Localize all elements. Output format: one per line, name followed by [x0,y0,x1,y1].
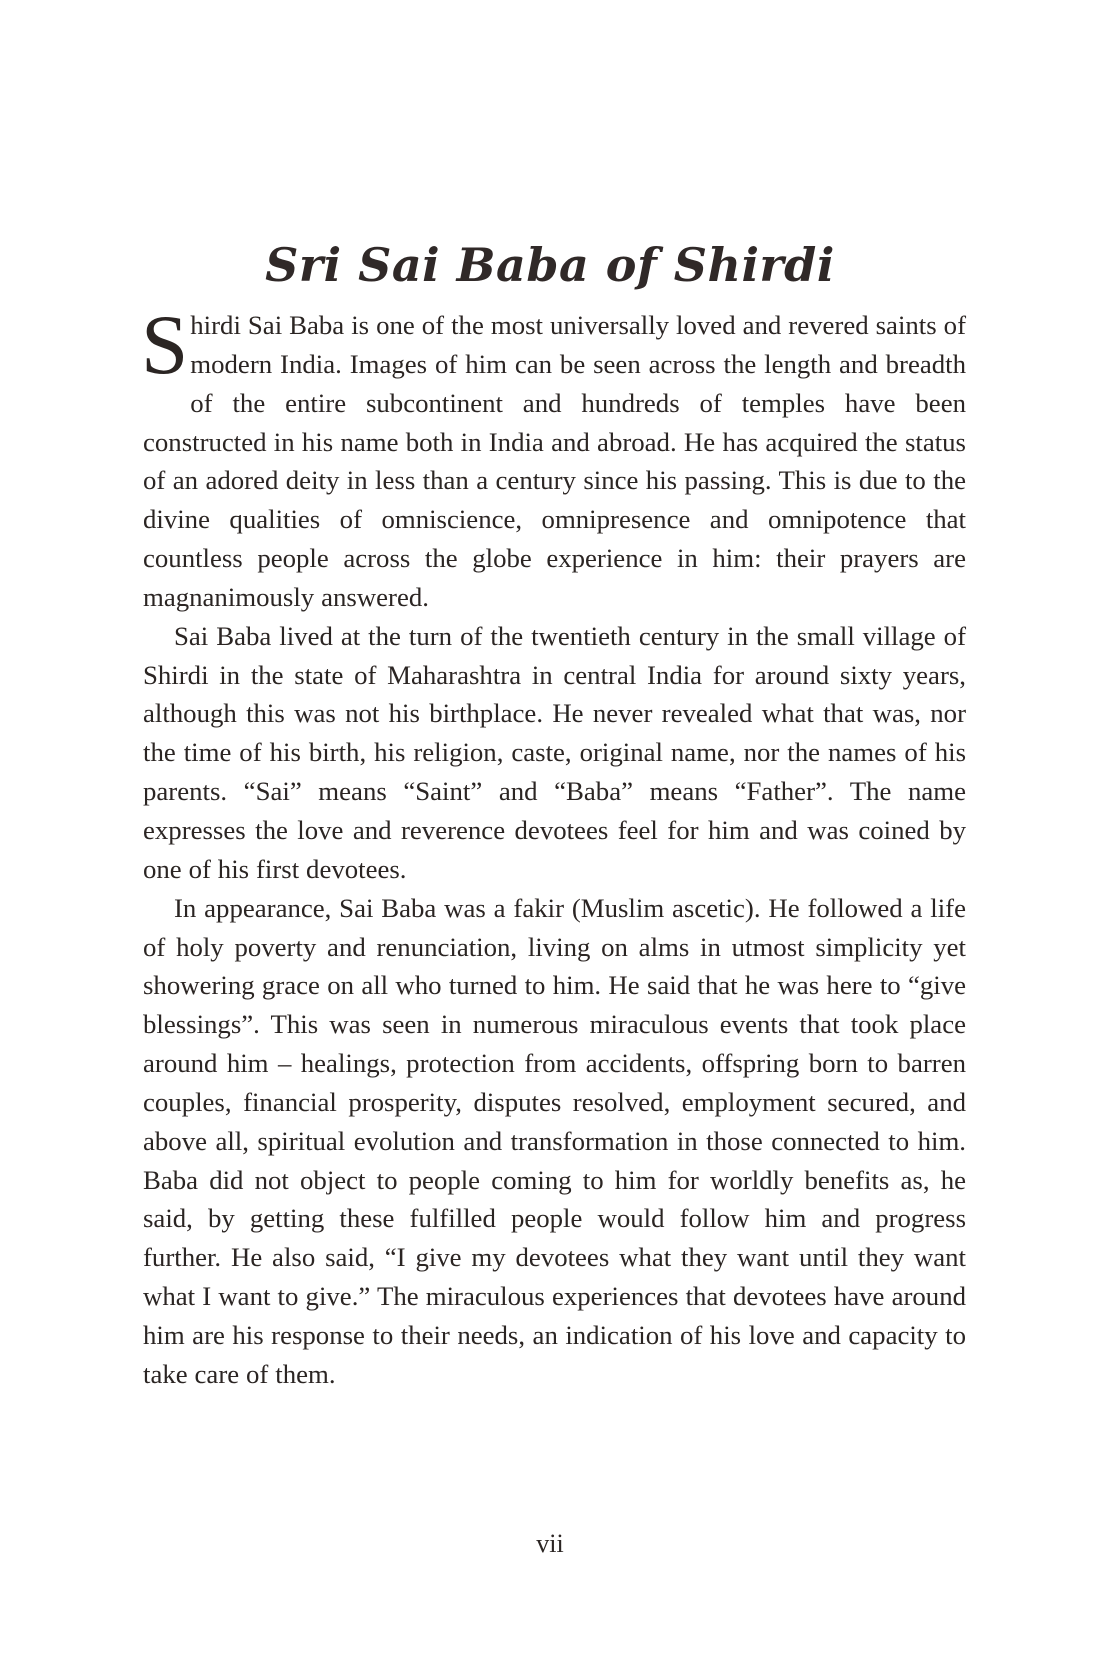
paragraph-2: Sai Baba lived at the turn of the twentieth century in the small village of Shirdi in the state of Maharashtra in central India for around sixty years, although this was not his birthplace. He never revealed what that was, nor the time of his birth, his religion, caste, original name, nor the names of his parents. “Sai” means “Saint” and “Baba” means “Father”. The name expresses the love and reverence devotees feel for him and was coined by one of his first devotees. [143,620,966,884]
page-title: Sri Sai Baba of Shirdi [265,237,835,292]
body-text [141,298,966,1394]
paragraph-1 [141,298,966,617]
paragraph-1-text: hirdi Sai Baba is one of the most universally loved and revered saints of modern India. Images of him can be seen across the length and breadth of the entire subcontinent and hundreds of temples have been constructed in his name both in India and abroad. He has acquired the status of an adored deity in less than a century since his passing. This is due to the divine qualities of omniscience, omnipresence and omnipotence that countless people across the globe experience in him: their prayers are magnanimously answered. [143,310,966,612]
paragraph-3: In appearance, Sai Baba was a fakir (Muslim ascetic). He followed a life of holy poverty and renunciation, living on alms in utmost simplicity yet showering grace on all who turned to him. He said that he was here to “give blessings”. This was seen in numerous miraculous events that took place around him – healings, protection from accidents, offspring born to barren couples, financial prosperity, disputes resolved, employment secured, and above all, spiritual evolution and transformation in those connected to him. Baba did not object to people coming to him for worldly benefits as, he said, by getting these fulfilled people would follow him and progress further. He also said, “I give my devotees what they want until they want what I want to give.” The miraculous experiences that devotees have around him are his response to their needs, an indication of his love and capacity to take care of them. [143,892,966,1389]
page-number: vii [536,1529,564,1558]
drop-cap: S [141,298,189,392]
